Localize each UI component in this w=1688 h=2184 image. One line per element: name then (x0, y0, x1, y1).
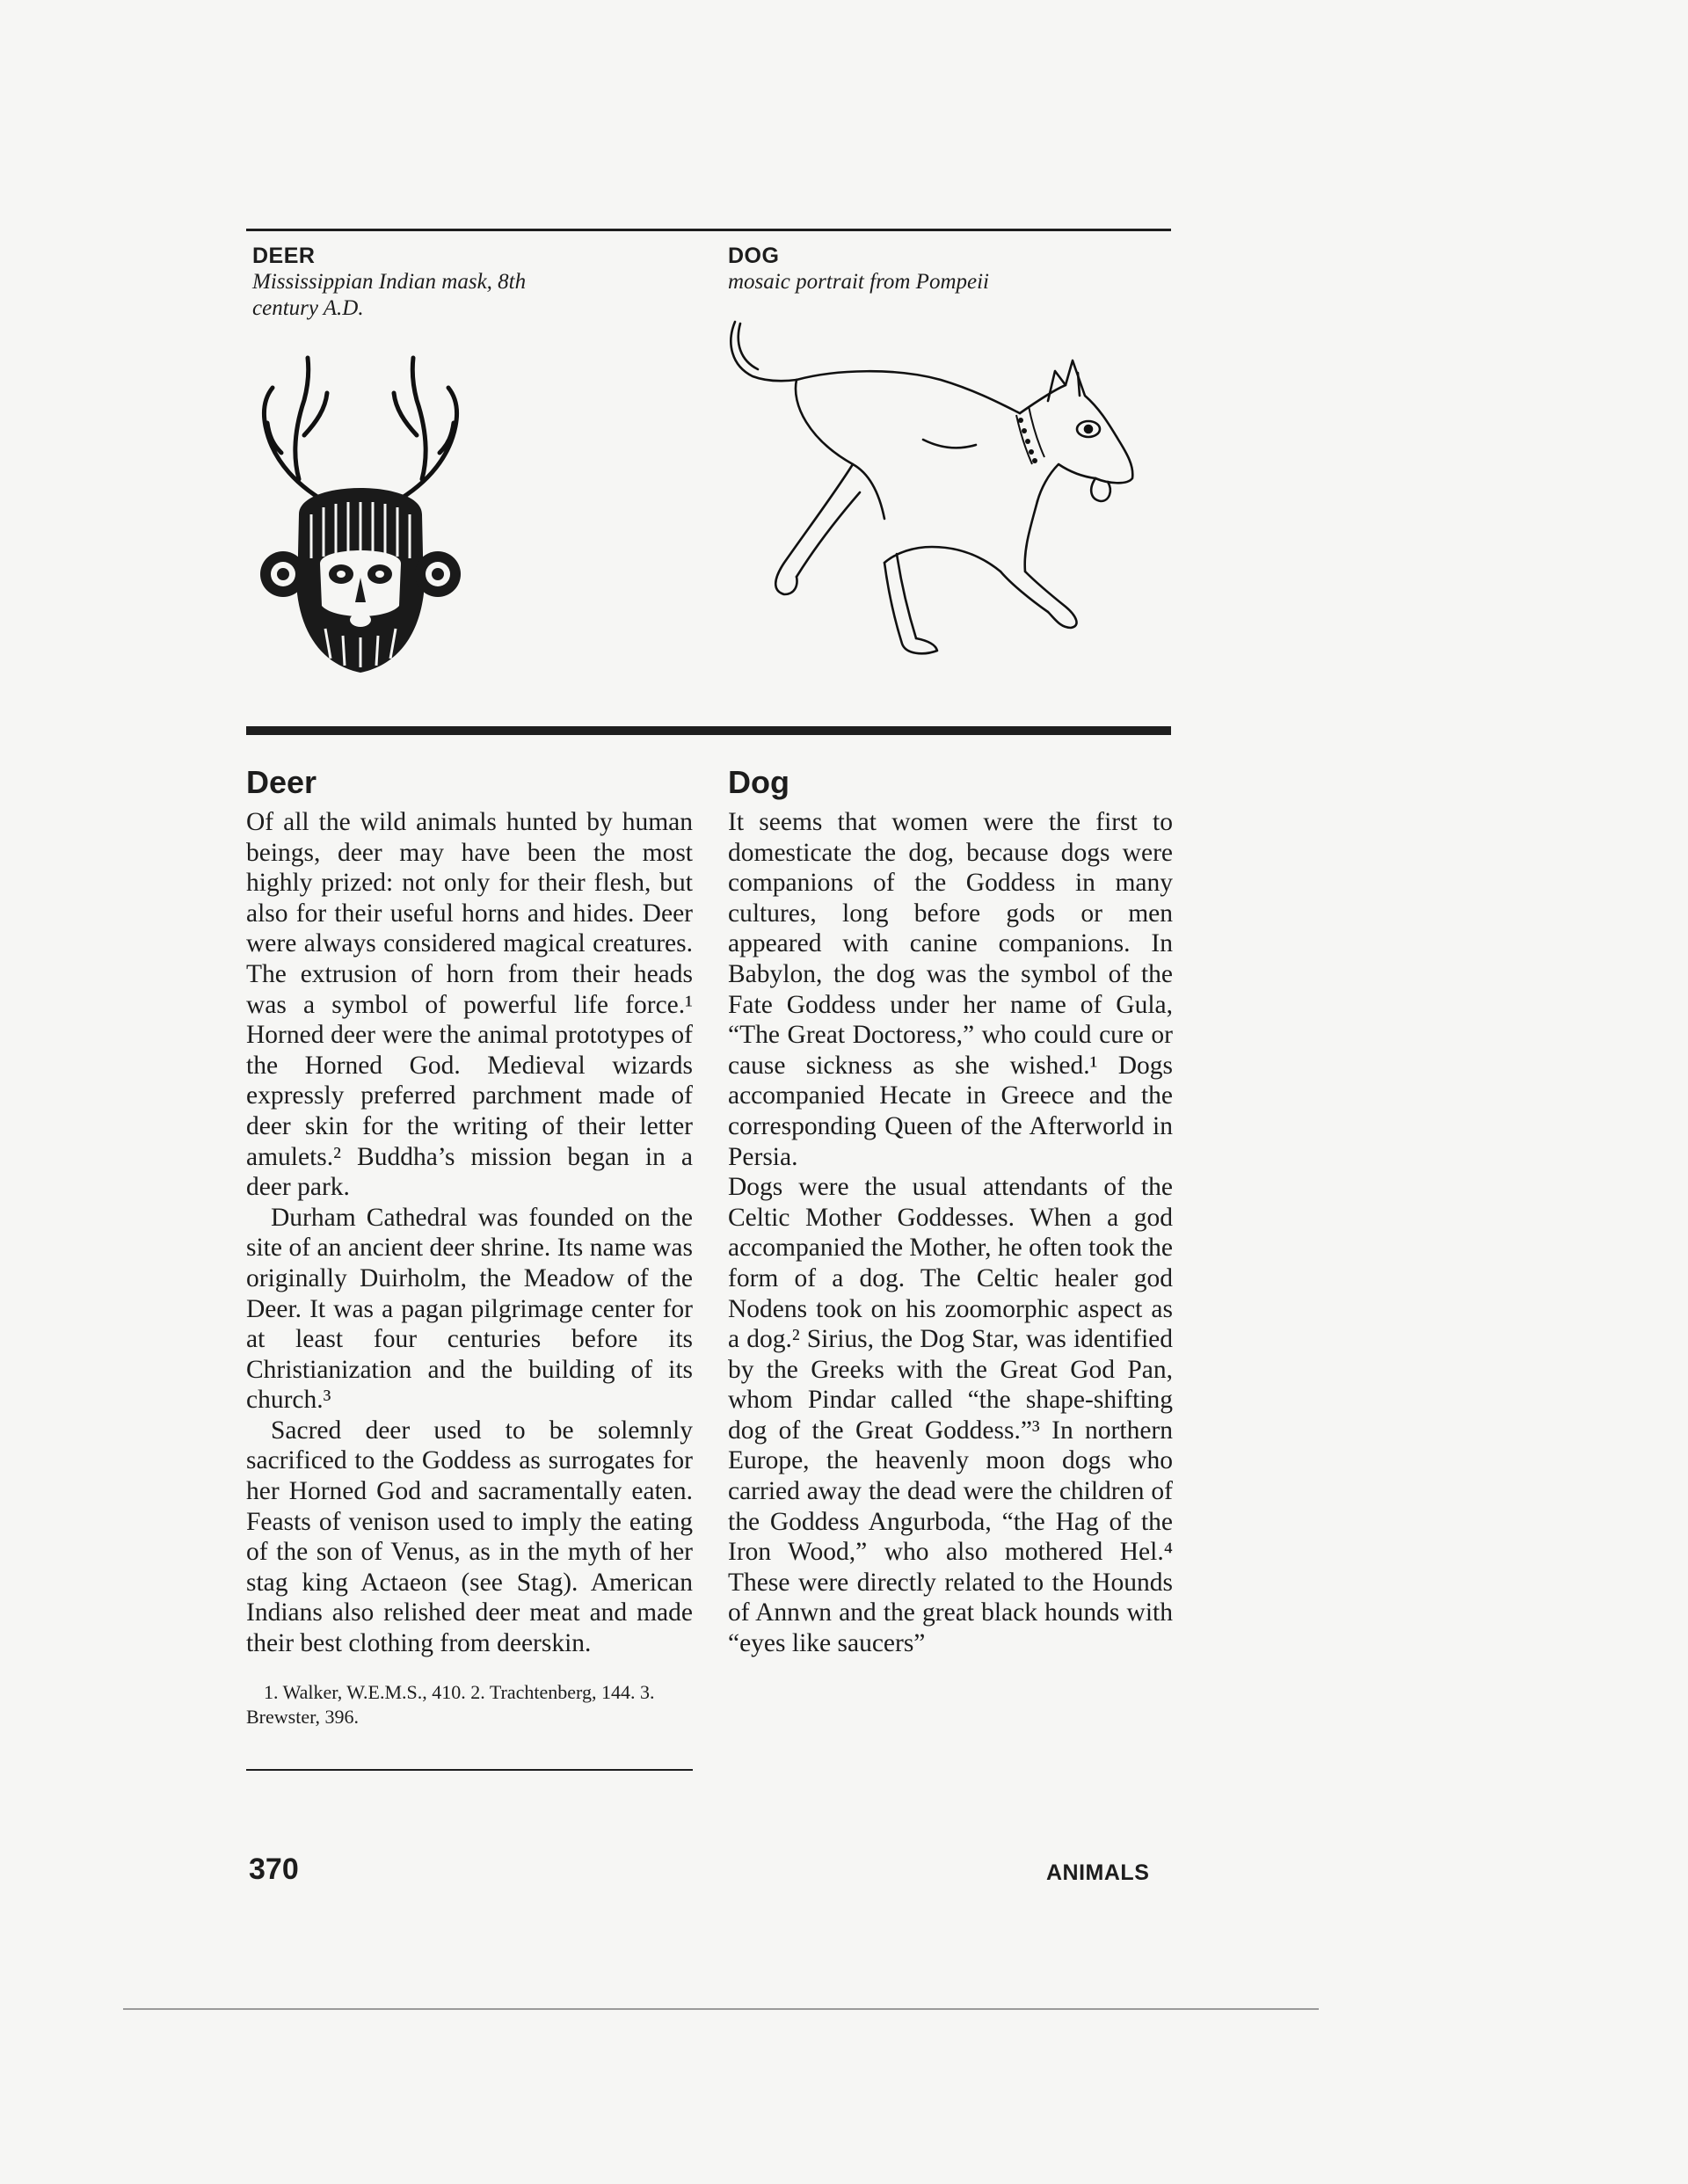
dog-caption (728, 243, 1150, 295)
dog-paragraph-1: It seems that women were the first to domesticate the dog, because dogs were companions of the Goddess in many cultures, long before gods or men appeared with canine companions. In Babylon, the dog was the symbol of the Fate Goddess under her name of Gula, “The Great Doctoress,” who could cure or cause sickness as she wished.¹ Dogs accompanied Hecate in Greece and the corresponding Queen of the Afterworld in Persia. (728, 808, 1173, 1171)
dog-caption-title: DOG (728, 244, 780, 268)
section-rule (246, 726, 1171, 735)
dog-paragraph-2: Dogs were the usual attendants of the Celtic Mother Goddesses. When a god accompanied the Mother, he often took the form of a dog. The Celtic healer god Nodens took on his zoomorphic aspect as a dog.² Sirius, the Dog Star, was identified by the Greeks with the Great God Pan, whom Pindar called “the shape-shifting dog of the Great Goddess.”³ In northern Europe, the heavenly moon dogs who carried away the dead were the children of the Goddess Angurboda, “the Hag of the Iron Wood,” who also mothered Hel.⁴ These were directly related to the Hounds of Annwn and the great black hounds with “eyes like saucers” (728, 1173, 1173, 1658)
dog-illustration (721, 317, 1178, 659)
deer-paragraph-1: Of all the wild animals hunted by human beings, deer may have been the most highly prized: not only for their flesh, but also for their useful horns and hides. Deer were always considered magical creatures. The extrusion of horn from their heads was a symbol of powerful life force.¹ Horned deer were the animal prototypes of the Horned God. Medieval wizards expressly preferred parchment made of deer skin for the writing of their letter amulets.² Buddha’s mission began in a deer park. (246, 808, 693, 1202)
deer-paragraph-2: Durham Cathedral was founded on the site of an ancient deer shrine. Its name was originally Duirholm, the Meadow of the Deer. It was a pagan pilgrimage center for at least four centuries before its Christianization and the building of its church.³ (246, 1203, 693, 1415)
page-number: 370 (249, 1853, 299, 1886)
scan-edge-line (123, 2008, 1319, 2010)
dog-article (728, 765, 1173, 1659)
deer-paragraph-3: Sacred deer used to be solemnly sacrificed to the Goddess as surrogates for her Horned God and sacramentally eaten. Feasts of venison used to imply the eating of the son of Venus, as in the myth of her stag king Actaeon (see Stag). American Indians also relished deer meat and made their best clothing from deerskin. (246, 1416, 693, 1658)
dog-heading: Dog (728, 764, 789, 800)
dog-caption-subtitle: mosaic portrait from Pompeii (728, 270, 989, 294)
deer-caption-title: DEER (252, 244, 316, 268)
top-rule (246, 229, 1171, 231)
section-name: ANIMALS (1046, 1860, 1150, 1885)
deer-caption (252, 243, 542, 322)
deer-caption-subtitle: Mississippian Indian mask, 8th century A.D. (252, 270, 527, 320)
deer-footnotes: 1. Walker, W.E.M.S., 410. 2. Trachtenberg, 144. 3. Brewster, 396. (246, 1680, 655, 1728)
deer-article (246, 765, 693, 1729)
deer-mask-illustration (246, 339, 475, 690)
deer-heading: Deer (246, 764, 317, 800)
footnote-rule (246, 1769, 693, 1771)
